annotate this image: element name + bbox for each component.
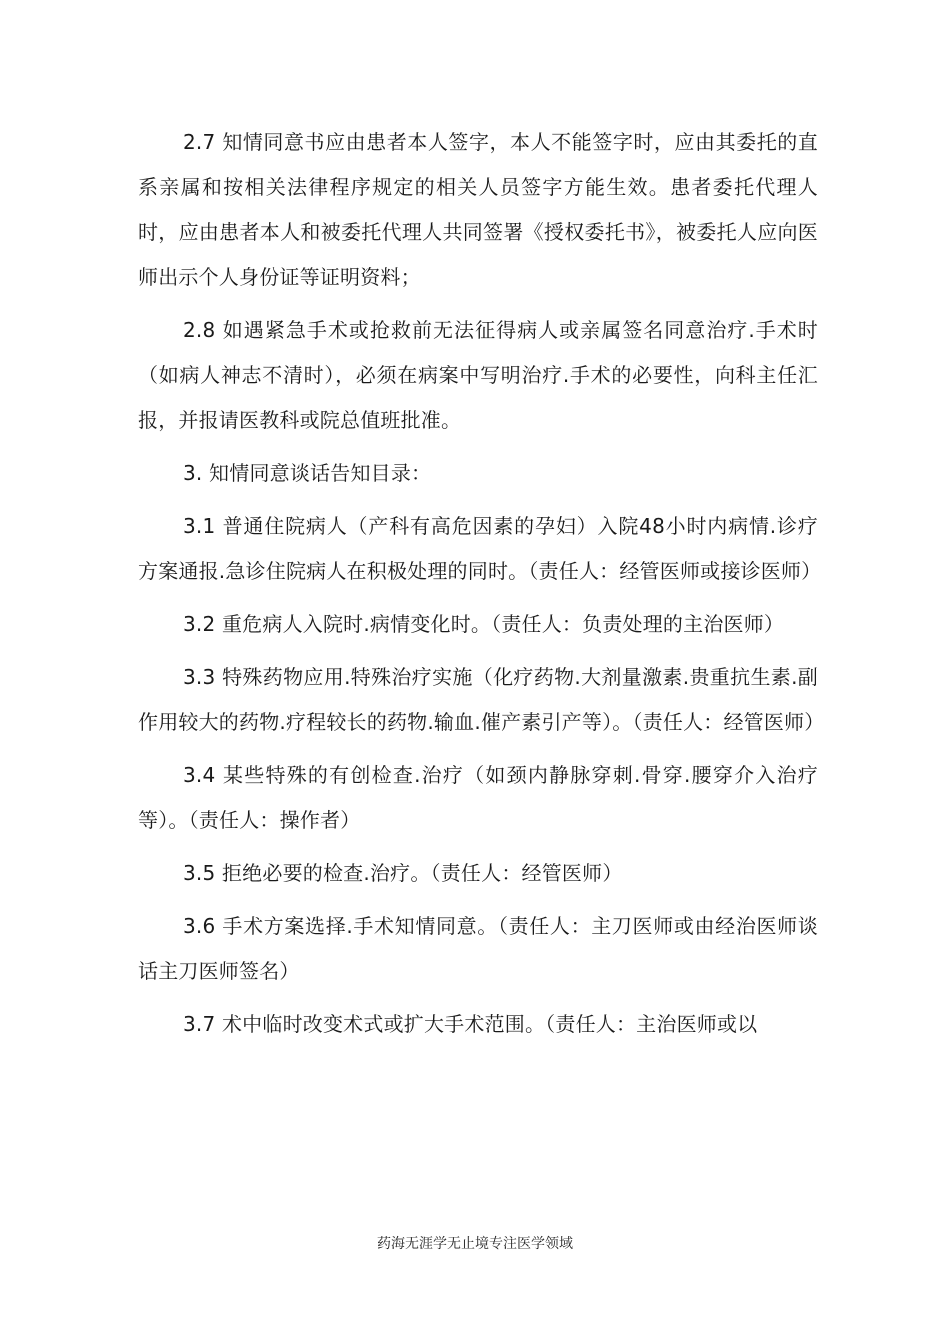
section-heading-3: 3. 知情同意谈话告知目录：: [183, 461, 432, 485]
document-body: [138, 120, 825, 1055]
paragraph-3-1: 3.1 普通住院病人（产科有高危因素的孕妇）入院48小时内病情.诊疗方案通报.急诊住院病人在积极处理的同时。（责任人：经管医师或接诊医师）: [138, 514, 822, 583]
paragraph-3-6: 3.6 手术方案选择.手术知情同意。（责任人：主刀医师或由经治医师谈话主刀医师签名）: [138, 914, 818, 983]
paragraph-3-4: 3.4 某些特殊的有创检查.治疗（如颈内静脉穿刺.骨穿.腰穿介入治疗等）。（责任人：操作者）: [138, 763, 818, 832]
paragraph-3-5: 3.5 拒绝必要的检查.治疗。（责任人：经管医师）: [183, 861, 623, 885]
page-footer: 药海无涯学无止境专注医学领域: [377, 1236, 573, 1252]
paragraph-3-7: 3.7 术中临时改变术式或扩大手术范围。（责任人：主治医师或以: [183, 1012, 758, 1036]
paragraph-3-2: 3.2 重危病人入院时.病情变化时。（责任人：负责处理的主治医师）: [183, 612, 785, 636]
paragraph-2-8: 2.8 如遇紧急手术或抢救前无法征得病人或亲属签名同意治疗.手术时（如病人神志不清时），必须在病案中写明治疗.手术的必要性，向科主任汇报，并报请医教科或院总值班批准。: [138, 318, 818, 432]
paragraph-2-7: 2.7 知情同意书应由患者本人签字，本人不能签字时，应由其委托的直系亲属和按相关法律程序规定的相关人员签字方能生效。患者委托代理人时，应由患者本人和被委托代理人共同签署《授权委托书》，被委托人应向医师出示个人身份证等证明资料；: [138, 130, 818, 289]
paragraph-3-3: 3.3 特殊药物应用.特殊治疗实施（化疗药物.大剂量激素.贵重抗生素.副作用较大的药物.疗程较长的药物.输血.催产素引产等）。（责任人：经管医师）: [138, 665, 825, 734]
